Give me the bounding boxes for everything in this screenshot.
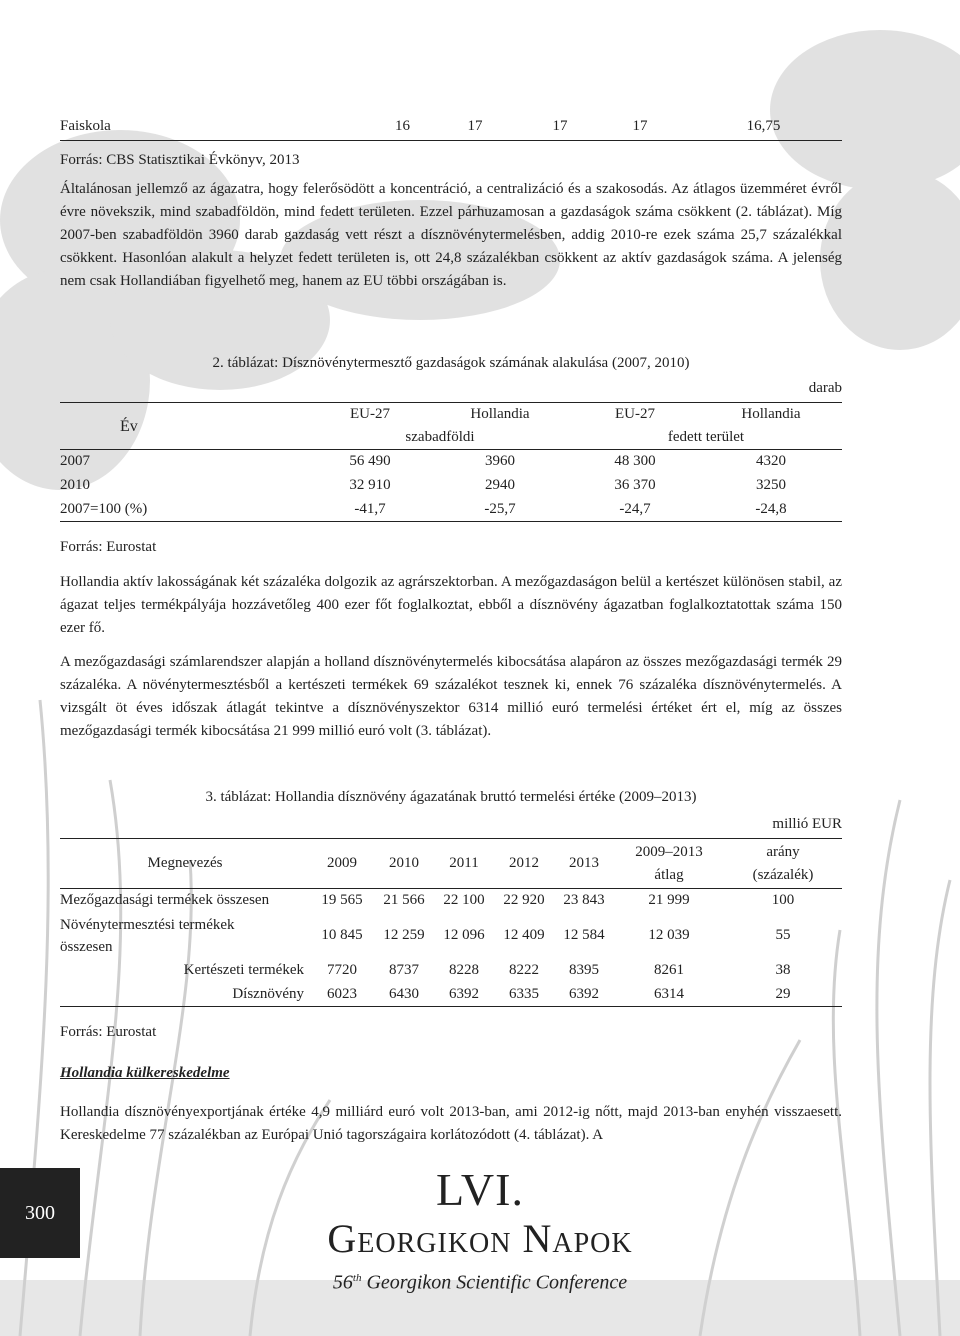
cell: 2940 bbox=[485, 477, 515, 493]
header-line: (százalék) bbox=[752, 866, 814, 883]
group-header: szabadföldi bbox=[310, 426, 570, 450]
table-row bbox=[60, 498, 842, 522]
table-row bbox=[60, 983, 842, 1007]
table-caption: 3. táblázat: Hollandia dísznövény ágazatának bruttó termelési értéke (2009–2013) bbox=[205, 789, 697, 805]
subtitle-text: Georgikon Scientific Conference bbox=[361, 1271, 628, 1294]
cell: -41,7 bbox=[354, 500, 386, 517]
cell: 12 259 bbox=[383, 927, 425, 943]
paragraph: Hollandia aktív lakosságának két százaléka dolgozik az agrárszektorban. A mezőgazdaságon belül a kertészet különösen stabil, az ágazat teljes termékpályája hozzávetőleg 400 ezer főt foglalkoztat, ebből a dísznövény ágazatban foglalkoztatottak száma 150 ezer fő. bbox=[60, 574, 842, 636]
cell: 12 096 bbox=[443, 927, 485, 943]
section-heading: Hollandia külkereskedelme bbox=[60, 1065, 230, 1081]
cell: 32 910 bbox=[349, 477, 391, 493]
header-line: 2009–2013 bbox=[635, 843, 703, 860]
paragraph: A mezőgazdasági számlarendszer alapján a holland dísznövénytermelés kibocsátása alapáron az összes mezőgazdasági termék 29 százaléka. A növénytermesztésből a kertészeti termékek 69 százalékot tesznek ki, ennek 76 százaléka dísznövénytermelés. A vizsgált öt éves időszak átlagát tekintve a dísznövényszektor 6314 millió euró termelési értéket ért el, míg az összes mezőgazdasági termék kibocsátása 21 999 millió euró volt (3. táblázat). bbox=[60, 654, 842, 739]
cell: 6335 bbox=[509, 985, 539, 1002]
col-header: Megnevezés bbox=[147, 855, 223, 871]
cell: 17 bbox=[467, 118, 483, 135]
cell: 6392 bbox=[449, 985, 479, 1002]
paragraph: Hollandia dísznövényexportjának értéke 4,9 milliárd euró volt 2013-ban, ami 2012-ig nőtt, majd 2013-ban enyhén visszaesett. Kereskedelme 77 százalékban az Európai Unió tagországaira korlátozódott (4. táblázat). A bbox=[60, 1104, 842, 1143]
cell: 3960 bbox=[485, 453, 515, 470]
col-header: 2012 bbox=[509, 855, 539, 871]
col-header: 2011 bbox=[449, 855, 479, 871]
row-label: 2007=100 (%) bbox=[60, 500, 148, 517]
cell: 12 409 bbox=[503, 927, 545, 943]
cell: 6314 bbox=[654, 985, 684, 1002]
cell: 8222 bbox=[509, 962, 539, 978]
table-row bbox=[60, 114, 842, 140]
cell: 36 370 bbox=[614, 477, 656, 493]
cell: 8737 bbox=[389, 962, 419, 978]
cell: 21 999 bbox=[648, 892, 690, 909]
table-row bbox=[60, 959, 842, 983]
col-header: 2009 bbox=[327, 855, 357, 871]
header-line: arány bbox=[766, 843, 800, 860]
header-line: átlag bbox=[654, 866, 684, 883]
cell: 48 300 bbox=[614, 453, 656, 470]
top-table bbox=[60, 114, 842, 172]
col-header: 2013 bbox=[569, 855, 599, 871]
source-note: Forrás: CBS Statisztikai Évkönyv, 2013 bbox=[60, 151, 300, 168]
group-header: fedett terület bbox=[570, 426, 842, 450]
subtitle-number: 56 bbox=[332, 1271, 353, 1294]
subtitle-sup: th bbox=[352, 1272, 362, 1284]
col-header: 2010 bbox=[389, 855, 419, 871]
cell: 22 920 bbox=[503, 892, 545, 909]
cell: 8395 bbox=[569, 962, 599, 978]
cell: -24,8 bbox=[755, 500, 787, 517]
row-label: Növénytermesztési termékek összesen bbox=[60, 916, 235, 955]
cell: 12 584 bbox=[563, 927, 605, 943]
cell: 6023 bbox=[327, 985, 357, 1002]
table-row bbox=[60, 474, 842, 498]
cell: 16,75 bbox=[746, 118, 781, 135]
table-3-grid bbox=[60, 838, 842, 1007]
row-label: 2010 bbox=[60, 477, 90, 493]
page-number: 300 bbox=[0, 1168, 80, 1258]
conference-subtitle bbox=[300, 1263, 660, 1298]
row-label: 2007 bbox=[60, 453, 90, 470]
cell: 3250 bbox=[756, 477, 786, 493]
table-caption: 2. táblázat: Dísznövénytermesztő gazdaságok számának alakulása (2007, 2010) bbox=[212, 355, 690, 371]
cell: 10 845 bbox=[321, 927, 363, 943]
row-label: Faiskola bbox=[60, 118, 111, 135]
paragraph: Általánosan jellemző az ágazatra, hogy felerősödött a koncentráció, a centralizáció és a szakosodás. Az átlagos üzemméret évről évre növekszik, mind szabadföldön, mind fedett területen. Ezzel párhuzamosan a gazdaságok száma csökkent (2. táblázat). Míg 2007-ben szabadföldön 3960 darab gazdaság vett részt a dísznövénytermelésben, addig 2010-re ezek száma 25,7 százalékkal csökkent. Hasonlóan alakult a helyzet fedett területen is, ott 24,8 százalékban csökkent az aktív gazdaságok száma. A jelenség nem csak Hollandiában figyelhető meg, hanem az EU többi országában is. bbox=[60, 181, 842, 289]
cell: 38 bbox=[775, 962, 791, 978]
source-note: Forrás: Eurostat bbox=[60, 1024, 157, 1040]
cell: 21 566 bbox=[383, 892, 425, 909]
table-row bbox=[60, 450, 842, 474]
row-label: Kertészeti termékek bbox=[183, 962, 304, 978]
table-row bbox=[60, 913, 842, 959]
cell: 16 bbox=[395, 118, 410, 135]
col-header: Hollandia bbox=[741, 406, 801, 422]
table-2 bbox=[60, 352, 842, 559]
cell: 4320 bbox=[756, 453, 786, 470]
cell: 12 039 bbox=[648, 927, 690, 943]
col-header-avg bbox=[614, 839, 724, 889]
year-header: Év bbox=[120, 417, 138, 435]
col-header: EU-27 bbox=[615, 406, 655, 422]
cell: -24,7 bbox=[619, 500, 651, 517]
cell: 7720 bbox=[327, 962, 357, 978]
cell: -25,7 bbox=[484, 500, 516, 517]
cell: 6392 bbox=[569, 985, 599, 1002]
table-unit: millió EUR bbox=[772, 816, 842, 832]
col-header: Hollandia bbox=[470, 406, 530, 422]
cell: 100 bbox=[771, 892, 795, 909]
cell: 8261 bbox=[654, 962, 684, 978]
cell: 23 843 bbox=[563, 892, 605, 909]
cell: 29 bbox=[775, 985, 791, 1002]
cell: 22 100 bbox=[443, 892, 485, 909]
col-header: EU-27 bbox=[350, 406, 390, 422]
table-unit: darab bbox=[808, 380, 842, 396]
cell: 55 bbox=[775, 927, 791, 943]
cell: 17 bbox=[632, 118, 648, 135]
conference-name: Georgikon Napok bbox=[327, 1216, 633, 1261]
cell: 19 565 bbox=[321, 892, 363, 909]
conference-brand bbox=[300, 1165, 660, 1298]
cell: 8228 bbox=[449, 962, 479, 978]
col-header-share bbox=[724, 839, 842, 889]
cell: 6430 bbox=[389, 985, 419, 1002]
top-table-grid bbox=[60, 114, 842, 141]
header-row bbox=[60, 403, 842, 427]
source-note: Forrás: Eurostat bbox=[60, 539, 157, 555]
cell: 56 490 bbox=[349, 453, 391, 470]
row-label: Mezőgazdasági termékek összesen bbox=[60, 892, 270, 909]
table-row bbox=[60, 889, 842, 913]
header-row bbox=[60, 839, 842, 889]
table-2-grid bbox=[60, 402, 842, 522]
table-3 bbox=[60, 786, 842, 1044]
conference-roman: LVI. bbox=[436, 1164, 524, 1215]
cell: 17 bbox=[552, 118, 568, 135]
row-label: Dísznövény bbox=[232, 985, 304, 1002]
